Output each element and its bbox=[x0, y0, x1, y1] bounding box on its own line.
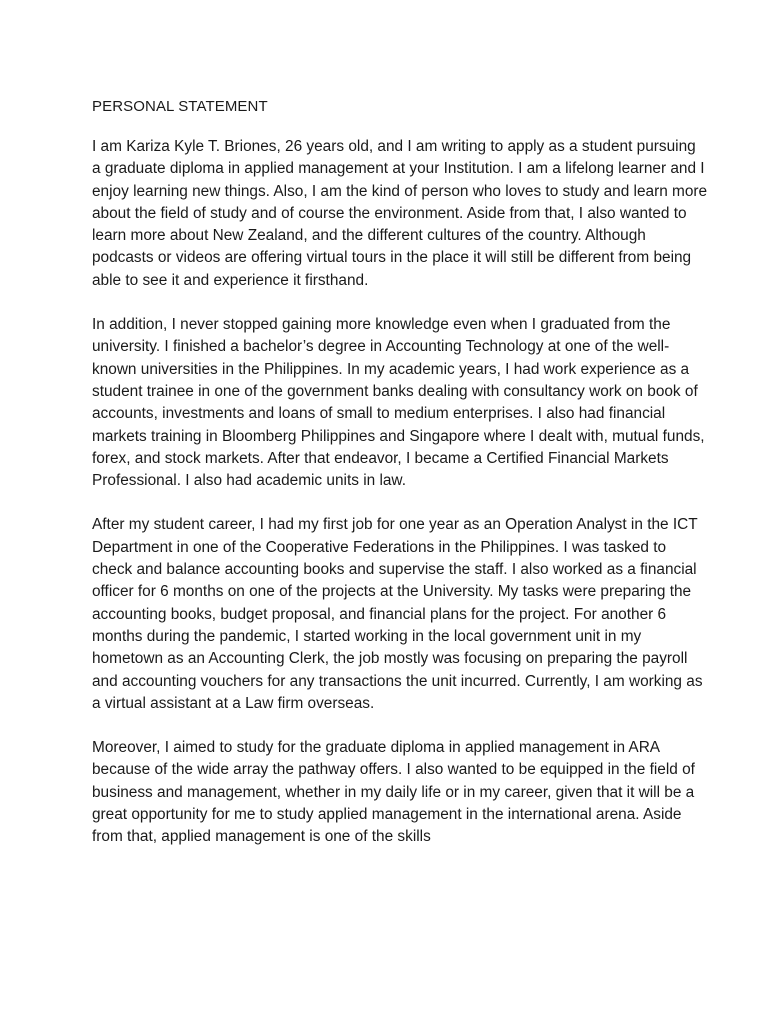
paragraph-work-experience: After my student career, I had my first job for one year as an Operation Analyst in the ICT Department in one of the Cooperative Federations in the Philippines. I was tasked to check and balance accounting books and supervise the staff. I also worked as a financial officer for 6 months on one of the projects at the University. My tasks were preparing the accounting books, budget proposal, and financial plans for the project. For another 6 months during the pandemic, I started working in the local government unit in my hometown as an Accounting Clerk, the job mostly was focusing on preparing the payroll and accounting vouchers for any transactions the unit incurred. Currently, I am working as a virtual assistant at a Law firm overseas. bbox=[92, 516, 703, 712]
paragraph-motivation: Moreover, I aimed to study for the graduate diploma in applied management in ARA because of the wide array the pathway offers. I also wanted to be equipped in the field of business and management, whether in my daily life or in my career, given that it will be a great opportunity for me to study applied management in the international arena. Aside from that, applied management is one of the skills bbox=[92, 739, 695, 846]
document-title: PERSONAL STATEMENT bbox=[92, 98, 268, 115]
paragraph-education: In addition, I never stopped gaining more knowledge even when I graduated from the university. I finished a bachelor’s degree in Accounting Technology at one of the well-known universities in the Philippines. In my academic years, I had work experience as a student trainee in one of the government banks dealing with consultancy work on book of accounts, investments and loans of small to medium enterprises. I also had financial markets training in Bloomberg Philippines and Singapore where I dealt with, mutual funds, forex, and stock markets. After that endeavor, I became a Certified Financial Markets Professional. I also had academic units in law. bbox=[92, 316, 705, 490]
paragraph-introduction: I am Kariza Kyle T. Briones, 26 years old, and I am writing to apply as a student pursuing a graduate diploma in applied management at your Institution. I am a lifelong learner and I enjoy learning new things. Also, I am the kind of person who loves to study and learn more about the field of study and of course the environment. Aside from that, I also wanted to learn more about New Zealand, and the different cultures of the country. Although podcasts or videos are offering virtual tours in the place it will still be different from being able to see it and experience it firsthand. bbox=[92, 138, 708, 289]
